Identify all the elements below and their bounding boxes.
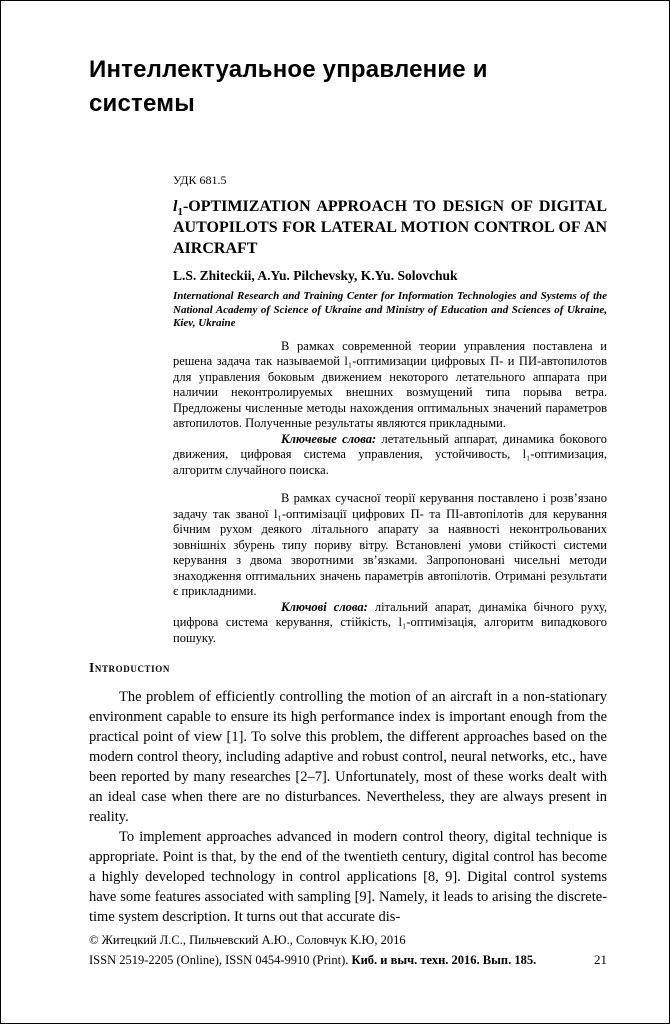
article-head: [173, 173, 607, 646]
abstract-ukrainian-keywords: [173, 600, 607, 647]
journal-section-title: [89, 53, 607, 121]
abstract-ukrainian-text: В рамках сучасної теорії керування поставлено і розв’язано задачу так званої l₁-оптимізації цифрових П- та ПІ-автопілотів для керування бічним рухом деякого літального апарату за наявності неконтрольованих зовнішніх збурень типу пориву вітру. Встановлені умови стійкості системи керування з двома зворотними зв’язками. Запропоновані чисельні методи знаходження оптимальних значень параметрів автопілотів. Отримані результати є прикладними.: [173, 491, 607, 598]
keywords-label-ua: Ключові слова:: [281, 599, 368, 614]
keywords-text-ua: літальний апарат, динаміка бічного руху, цифрова система керування, стійкість, l₁-оптимізація, алгоритм випадкового пошуку.: [173, 599, 607, 645]
article-title-italic-l: l: [173, 198, 178, 215]
page-number: 21: [594, 952, 607, 967]
page-content: [1, 53, 669, 927]
introduction-heading: Introduction: [89, 660, 170, 675]
article-title-text: -OPTIMIZATION APPROACH TO DESIGN OF DIGITAL AUTOPILOTS FOR LATERAL MOTION CONTROL OF AN AIRCRAFT: [173, 198, 607, 257]
journal-section-title-line2: системы: [89, 90, 195, 117]
intro-paragraph-2: To implement approaches advanced in modern control theory, digital technique is appropriate. Point is that, by the end of the twentieth century, digital control has become a highly developed technology in control applications [8, 9]. Digital control systems have some features associated with sampling [9]. Namely, it leads to arising the discrete-time system description. It turns out that accurate dis-: [89, 829, 607, 925]
footer-issn: ISSN 2519-2205 (Online), ISSN 0454-9910 (Print).: [89, 953, 352, 967]
affiliation: International Research and Training Center for Information Technologies and Systems of the National Academy of Science of Ukraine and Ministry of Education and Sciences of Ukraine, Kiev, Ukraine: [173, 290, 607, 329]
footer-issn-text: [89, 950, 536, 970]
introduction-body: [89, 687, 607, 927]
page-footer: [89, 930, 607, 970]
abstract-russian: [173, 339, 607, 479]
abstract-ukrainian: [173, 491, 607, 646]
footer-issn-line: [89, 950, 607, 970]
udc-label: УДК 681.5: [173, 173, 227, 187]
footer-journal-ref: Киб. и выч. техн. 2016. Вып. 185.: [351, 953, 537, 967]
journal-section-title-line1: Интеллектуальное управление и: [89, 56, 488, 83]
article-title: [173, 196, 607, 259]
abstract-russian-text: В рамках современной теории управления поставлена и решена задача так называемой l₁-оптимизации цифровых П- и ПИ-автопилотов для управления боковым движением некоторого летательного аппарата при наличии неконтролируемых внешних возмущений типа порыва ветра. Предложены численные методы нахождения оптимальных значений параметров автопилотов. Полученные результаты являются прикладными.: [173, 338, 607, 430]
intro-paragraph-1: The problem of efficiently controlling the motion of an aircraft in a non-stationary environment capable to ensure its high performance index is important enough from the practical point of view [1]. To solve this problem, the different approaches based on the modern control theory, including adaptive and robust control, neural networks, etc., have been reported by many researches [2–7]. Unfortunately, most of these works dealt with an ideal case when there are no disturbances. Nevertheless, they are always present in reality.: [89, 689, 607, 825]
keywords-text-ru: летательный аппарат, динамика бокового движения, цифровая система управления, устойчивость, l₁-оптимизация, алгоритм случайного поиска.: [173, 431, 607, 477]
abstract-russian-keywords: [173, 432, 607, 479]
authors-line: L.S. Zhiteckii, A.Yu. Pilchevsky, K.Yu. Solovchuk: [173, 268, 458, 283]
footer-copyright: © Житецкий Л.С., Пильчевский А.Ю., Соловчук К.Ю, 2016: [89, 933, 406, 947]
keywords-label-ru: Ключевые слова:: [281, 431, 377, 446]
article-title-subscript: 1: [177, 206, 183, 219]
